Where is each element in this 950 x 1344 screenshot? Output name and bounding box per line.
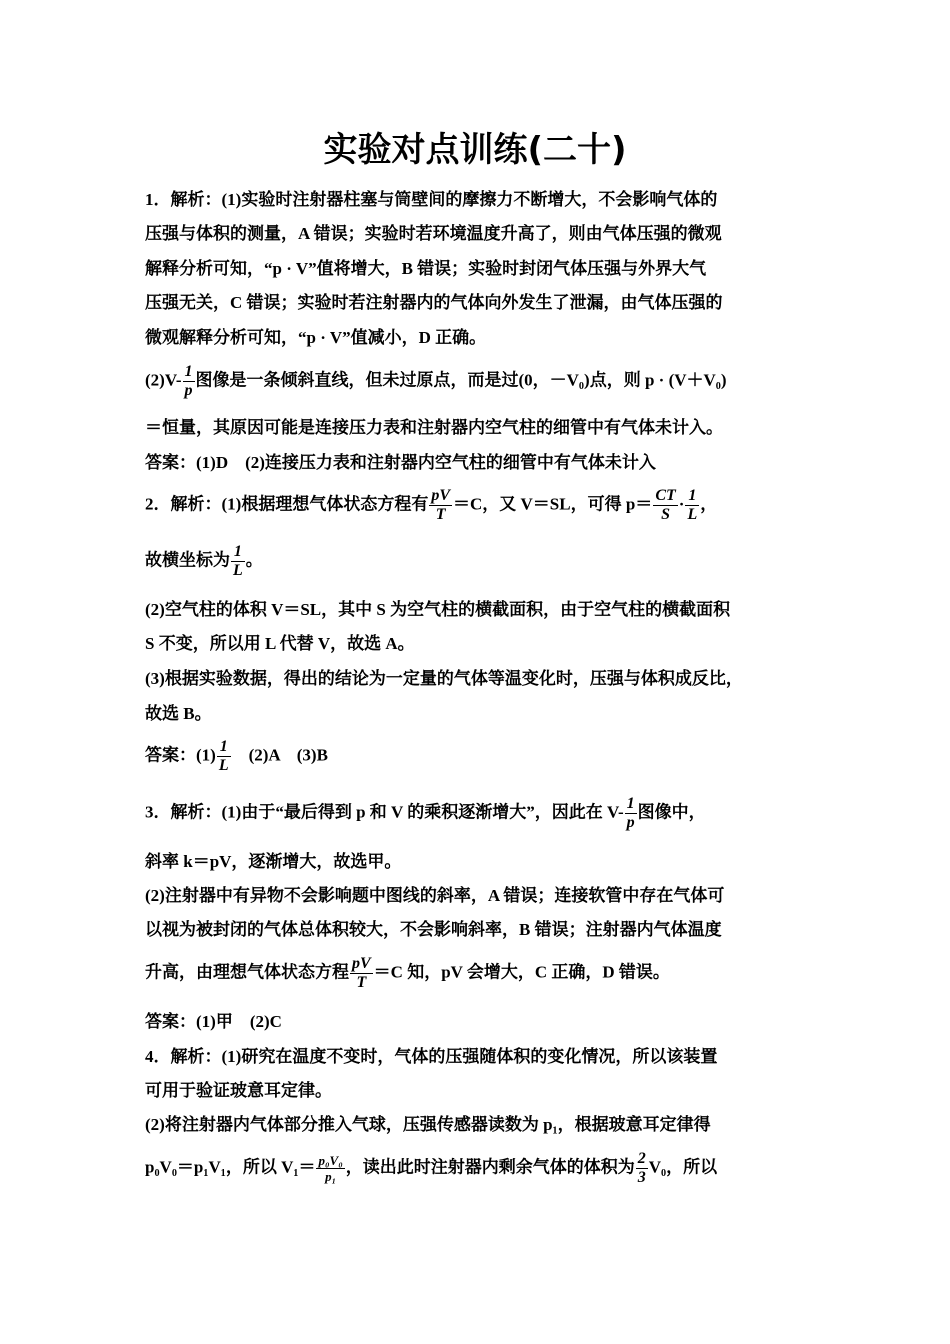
fraction-pV-over-T-2: $\frac{pV}{T}$ xyxy=(352,955,371,991)
q2-line-2 xyxy=(145,543,263,580)
q3-line-2: 斜率 k＝pV，逐渐增大，故选甲。 xyxy=(145,852,402,871)
q3-line-5 xyxy=(145,955,670,992)
q4-line-1: 4．解析：(1)研究在温度不变时，气体的压强随体积的变化情况，所以该装置 xyxy=(145,1047,718,1066)
fraction-1-over-p-2: $\frac{1}{p}$ xyxy=(626,795,635,831)
q1-line-7: ＝恒量，其原因可能是连接压力表和注射器内空气柱的细管中有气体未计入。 xyxy=(145,418,723,437)
q2-line-3: (2)空气柱的体积 V＝SL，其中 S 为空气柱的横截面积，由于空气柱的横截面积 xyxy=(145,600,731,619)
q4-line-4 xyxy=(145,1150,717,1187)
q2-line-1-c: · xyxy=(678,494,685,514)
q2-answer xyxy=(145,738,328,775)
q3-answer: 答案：(1)甲 (2)C xyxy=(145,1012,282,1031)
q4-line-2: 可用于验证玻意耳定律。 xyxy=(145,1081,332,1100)
q1-answer: 答案：(1)D (2)连接压力表和注射器内空气柱的细管中有气体未计入 xyxy=(145,453,656,472)
q1-line-6-b: 图像是一条倾斜直线，但未过原点，而是过(0，－V₀)点，则 p · (V＋V₀) xyxy=(195,370,727,390)
q1-line-5: 微观解释分析可知，“p · V”值减小，D 正确。 xyxy=(145,328,487,347)
fraction-1-over-p: $\frac{1}{p}$ xyxy=(184,363,193,399)
q3-line-4: 以视为被封闭的气体总体积较大，不会影响斜率，B 错误；注射器内气体温度 xyxy=(145,920,722,939)
q3-line-3: (2)注射器中有异物不会影响题中图线的斜率，A 错误；连接软管中存在气体可 xyxy=(145,886,725,905)
q2-line-1-a: 2．解析：(1)根据理想气体状态方程有 xyxy=(145,494,429,514)
q2-line-6: 故选 B。 xyxy=(145,704,212,723)
q1-line-3: 解释分析可知，“p · V”值将增大，B 错误；实验时封闭气体压强与外界大气 xyxy=(145,259,707,278)
q2-line-4: S 不变，所以用 L 代替 V，故选 A。 xyxy=(145,634,415,653)
fraction-p0V0-over-p1: $\frac{\text{p₀V₀}}{\text{p₁}}$ xyxy=(318,1153,343,1184)
q2-line-2-a: 故横坐标为 xyxy=(145,550,230,570)
fraction-1-over-L-2: $\frac{1}{L}$ xyxy=(233,543,243,579)
q2-line-1-b: ＝C，又 V＝SL，可得 p＝ xyxy=(453,494,653,514)
q1-line-6-a: (2)V- xyxy=(145,370,182,390)
fraction-pV-over-T: $\frac{pV}{T}$ xyxy=(431,487,450,523)
fraction-2-over-3: $\frac{2}{3}$ xyxy=(637,1150,646,1186)
q4-line-4-c: V₀，所以 xyxy=(648,1157,718,1177)
q4-line-3: (2)将注射器内气体部分推入气球，压强传感器读数为 p₁，根据玻意耳定律得 xyxy=(145,1115,711,1134)
q2-line-1-d: ， xyxy=(700,494,718,514)
q2-line-5: (3)根据实验数据，得出的结论为一定量的气体等温变化时，压强与体积成反比， xyxy=(145,669,743,688)
fraction-CT-over-S: $\frac{CT}{S}$ xyxy=(655,487,676,523)
q4-line-4-b: ，读出此时注射器内剩余气体的体积为 xyxy=(345,1157,635,1177)
fraction-1-over-L: $\frac{1}{L}$ xyxy=(687,487,698,523)
q1-line-4: 压强无关，C 错误；实验时若注射器内的气体向外发生了泄漏，由气体压强的 xyxy=(145,293,723,312)
q1-line-2: 压强与体积的测量，A 错误；实验时若环境温度升高了，则由气体压强的微观 xyxy=(145,224,722,243)
q2-answer-b: (2)A (3)B xyxy=(231,745,328,765)
q3-line-5-a: 升高，由理想气体状态方程 xyxy=(145,962,349,982)
q3-line-1-b: 图像中， xyxy=(637,802,706,822)
fraction-1-over-L-3: $\frac{1}{L}$ xyxy=(218,738,229,774)
q1-line-1: 1．解析：(1)实验时注射器柱塞与筒壁间的摩擦力不断增大，不会影响气体的 xyxy=(145,190,718,209)
page-title: 实验对点训练(二十) xyxy=(323,130,627,170)
q1-line-6 xyxy=(145,363,727,400)
q2-line-1 xyxy=(145,487,717,524)
q3-line-1-a: 3．解析：(1)由于“最后得到 p 和 V 的乘积逐渐增大”，因此在 V- xyxy=(145,802,624,822)
q2-line-2-b: 。 xyxy=(245,550,263,570)
q2-answer-a: 答案：(1) xyxy=(145,745,216,765)
q3-line-1 xyxy=(145,795,706,832)
q3-line-5-b: ＝C 知，pV 会增大，C 正确，D 错误。 xyxy=(373,962,670,982)
q4-line-4-a: p₀V₀＝p₁V₁，所以 V₁＝ xyxy=(145,1157,316,1177)
